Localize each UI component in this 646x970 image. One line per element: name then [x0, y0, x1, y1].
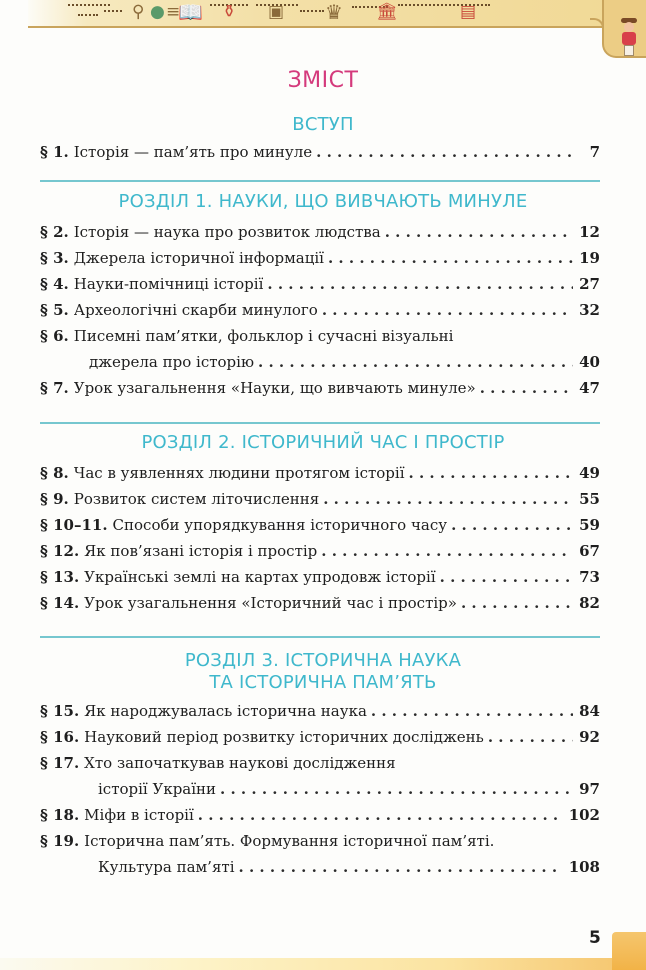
- dot-leader: [239, 854, 563, 880]
- toc-entry[interactable]: [40, 724, 600, 750]
- toc-entry[interactable]: [40, 297, 600, 323]
- dotted-line-icon: [398, 4, 490, 6]
- page-title: ЗМІСТ: [287, 68, 359, 93]
- dot-leader: [371, 698, 573, 724]
- entry-page: 73: [579, 568, 600, 586]
- entry-page: 97: [579, 780, 600, 798]
- entry-number: § 2.: [40, 223, 69, 241]
- entry-title: Хто започаткував наукові дослідження: [84, 754, 396, 772]
- entry-page: 67: [579, 542, 600, 560]
- decorative-banner: [0, 0, 646, 30]
- banner-strip: [28, 0, 618, 26]
- entry-title-continuation: джерела про історію: [89, 353, 255, 371]
- entry-page: 40: [579, 353, 600, 371]
- toc-entry[interactable]: [40, 486, 600, 512]
- entry-title: Час в уявленнях людини протягом історії: [73, 464, 405, 482]
- dot-leader: [440, 564, 574, 590]
- entry-page: 12: [579, 223, 600, 241]
- section-divider: [40, 636, 600, 638]
- entry-page: 32: [579, 301, 600, 319]
- entry-title: Науки-помічниці історії: [73, 275, 264, 293]
- entry-number: § 15.: [40, 702, 80, 720]
- toc-entry[interactable]: [40, 139, 600, 165]
- page-corner-tab: [612, 932, 646, 970]
- toc-entry[interactable]: [40, 460, 600, 486]
- dot-leader: [321, 538, 573, 564]
- entry-title: Міфи в історії: [84, 806, 194, 824]
- dotted-line-icon: [68, 4, 110, 6]
- bottom-decorative-strip: [0, 958, 646, 970]
- banner-underline: [28, 26, 603, 28]
- entry-title: Як пов’язані історія і простір: [84, 542, 318, 560]
- entry-title: Способи упорядкування історичного часу: [112, 516, 448, 534]
- entry-number: § 19.: [40, 832, 80, 850]
- dot-leader: [322, 297, 573, 323]
- explorer-legs-icon: [624, 45, 634, 56]
- entry-number: § 7.: [40, 379, 69, 397]
- toc-entry[interactable]: [40, 698, 600, 724]
- entry-number: § 8.: [40, 464, 69, 482]
- entry-title: Розвиток систем літочислення: [73, 490, 320, 508]
- entry-title: Урок узагальнення «Науки, що вивчають минуле»: [73, 379, 476, 397]
- toc-entry[interactable]: [40, 802, 600, 828]
- entry-page: 102: [568, 806, 600, 824]
- entry-title: Історія — наука про розвиток людства: [73, 223, 381, 241]
- toc-entry-continuation[interactable]: [40, 854, 600, 880]
- entry-page: 7: [589, 143, 600, 161]
- toc-entry-multiline-start[interactable]: [40, 323, 600, 349]
- museum-building-icon: 🏛: [376, 2, 398, 22]
- dot-leader: [488, 724, 573, 750]
- entry-title: Джерела історичної інформації: [73, 249, 324, 267]
- dot-leader: [258, 349, 573, 375]
- entry-title: Писемні пам’ятки, фольклор і сучасні візуальні: [73, 327, 454, 345]
- entry-page: 84: [579, 702, 600, 720]
- toc-entry[interactable]: [40, 219, 600, 245]
- entry-number: § 5.: [40, 301, 69, 319]
- toc-entry-multiline-start[interactable]: [40, 828, 600, 854]
- section-divider: [40, 422, 600, 424]
- entry-title: Як народжувалась історична наука: [84, 702, 367, 720]
- toc-entry-continuation[interactable]: [40, 349, 600, 375]
- entry-page: 108: [568, 858, 600, 876]
- dotted-line-icon: [300, 10, 324, 12]
- entry-number: § 6.: [40, 327, 69, 345]
- entry-page: 82: [579, 594, 600, 612]
- entry-number: § 18.: [40, 806, 80, 824]
- dot-leader: [480, 375, 573, 401]
- explorer-head-icon: [624, 22, 634, 32]
- dot-leader: [451, 512, 573, 538]
- toc-entry[interactable]: [40, 245, 600, 271]
- entry-title: Історична пам’ять. Формування історичної пам’яті.: [84, 832, 495, 850]
- section-3-heading-line1: РОЗДІЛ 3. ІСТОРИЧНА НАУКА: [184, 650, 462, 671]
- globe-icon: ●: [150, 2, 165, 22]
- dot-leader: [461, 590, 573, 616]
- open-book-magnifier-icon: 📖: [178, 0, 203, 24]
- dotted-line-icon: [104, 10, 122, 12]
- section-3-heading-line2: ТА ІСТОРИЧНА ПАМ’ЯТЬ: [209, 672, 437, 693]
- entry-title-continuation: Культура пам’яті: [98, 858, 235, 876]
- toc-entry-continuation[interactable]: [40, 776, 600, 802]
- entry-number: § 10–11.: [40, 516, 108, 534]
- entry-number: § 9.: [40, 490, 69, 508]
- toc-entry[interactable]: [40, 375, 600, 401]
- dot-leader: [323, 486, 573, 512]
- entry-title: Історія — пам’ять про минуле: [73, 143, 313, 161]
- entry-number: § 14.: [40, 594, 80, 612]
- entry-number: § 3.: [40, 249, 69, 267]
- toc-entry[interactable]: [40, 271, 600, 297]
- section-divider: [40, 180, 600, 182]
- entry-title: Українські землі на картах упродовж історії: [84, 568, 436, 586]
- dot-leader: [316, 139, 576, 165]
- entry-page: 49: [579, 464, 600, 482]
- toc-entry[interactable]: [40, 538, 600, 564]
- crown-icon: ♛: [325, 0, 343, 24]
- toc-entry[interactable]: [40, 564, 600, 590]
- document-seal-icon: ▣: [268, 2, 285, 22]
- entry-number: § 17.: [40, 754, 80, 772]
- entry-title-continuation: історії України: [98, 780, 217, 798]
- dot-leader: [220, 776, 573, 802]
- entry-page: 92: [579, 728, 600, 746]
- amphora-icon: ⚱: [222, 2, 237, 22]
- entry-title: Урок узагальнення «Історичний час і простір»: [84, 594, 457, 612]
- intro-heading: ВСТУП: [292, 114, 354, 135]
- lines-icon: ≡: [166, 2, 181, 22]
- section-2-heading: РОЗДІЛ 2. ІСТОРИЧНИЙ ЧАС І ПРОСТІР: [141, 432, 505, 453]
- page-number: 5: [589, 928, 601, 948]
- entry-number: § 12.: [40, 542, 80, 560]
- microscope-icon: ⚲: [132, 2, 145, 22]
- entry-page: 55: [579, 490, 600, 508]
- entry-number: § 13.: [40, 568, 80, 586]
- entry-title: Науковий період розвитку історичних досліджень: [84, 728, 484, 746]
- dot-leader: [198, 802, 563, 828]
- entry-page: 59: [579, 516, 600, 534]
- explorer-figure-icon: [622, 32, 636, 45]
- dotted-line-icon: [78, 14, 98, 16]
- dot-leader: [328, 245, 573, 271]
- section-1-heading: РОЗДІЛ 1. НАУКИ, ЩО ВИВЧАЮТЬ МИНУЛЕ: [118, 191, 528, 212]
- entry-page: 47: [579, 379, 600, 397]
- entry-title: Археологічні скарби минулого: [73, 301, 318, 319]
- treasure-chest-icon: ▤: [460, 2, 477, 22]
- entry-number: § 16.: [40, 728, 80, 746]
- dot-leader: [385, 219, 573, 245]
- dot-leader: [267, 271, 573, 297]
- entry-page: 27: [579, 275, 600, 293]
- entry-number: § 4.: [40, 275, 69, 293]
- toc-entry-multiline-start[interactable]: [40, 750, 600, 776]
- toc-entry[interactable]: [40, 512, 600, 538]
- entry-page: 19: [579, 249, 600, 267]
- dot-leader: [409, 460, 574, 486]
- entry-number: § 1.: [40, 143, 69, 161]
- explorer-corner: [602, 0, 646, 58]
- toc-entry[interactable]: [40, 590, 600, 616]
